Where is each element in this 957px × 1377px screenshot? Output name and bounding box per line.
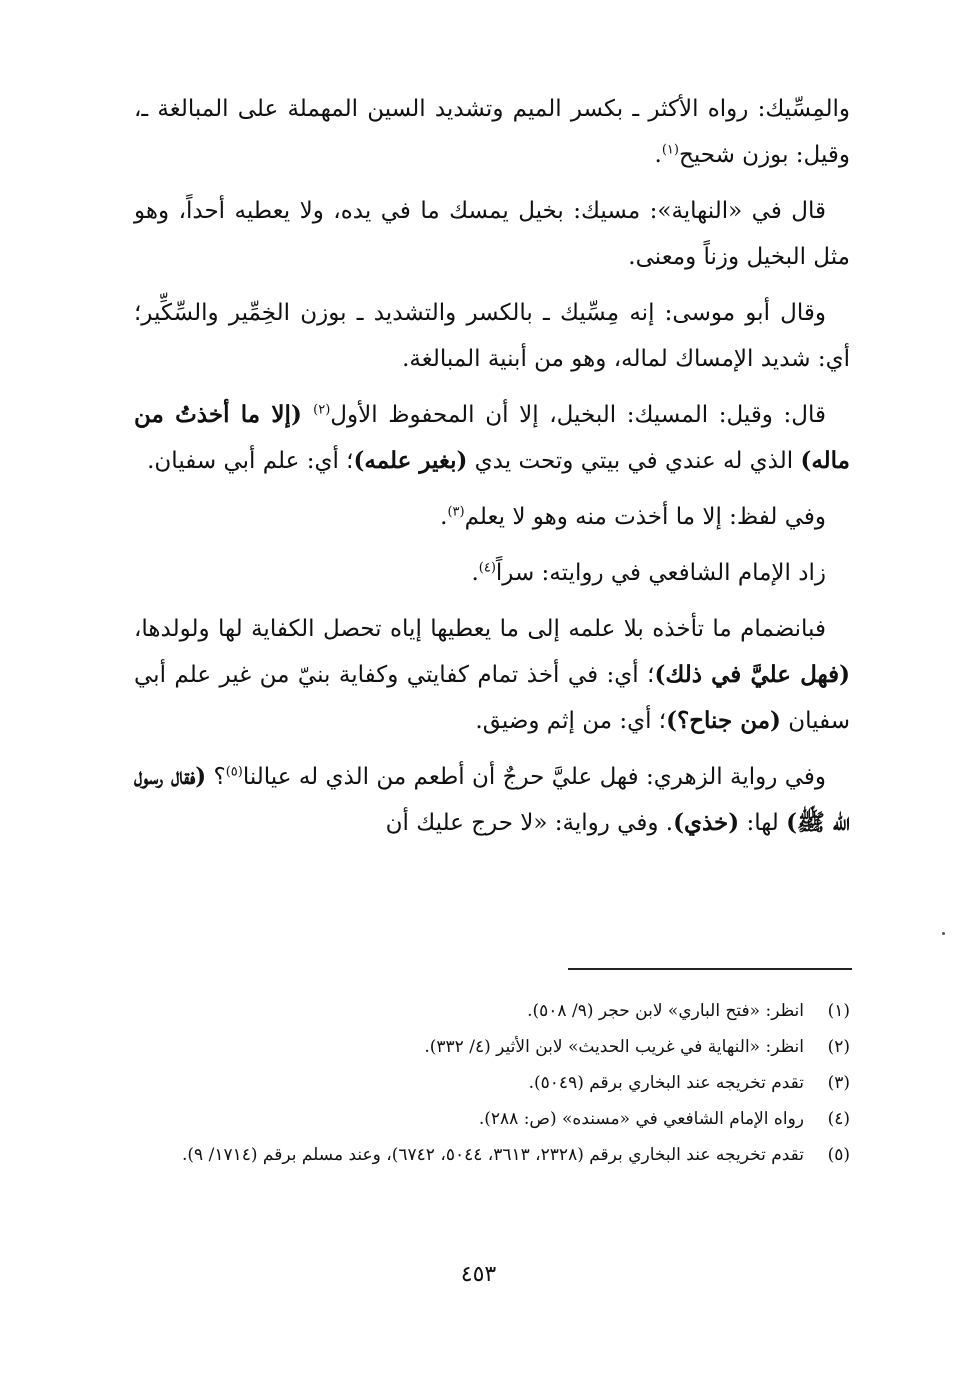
hadith-quote-bold-6: (خذي) <box>673 809 740 836</box>
footnote-4 <box>134 1102 850 1136</box>
paragraph-2 <box>134 188 850 280</box>
paragraph-3 <box>134 290 850 382</box>
footnote-number: (٣) <box>827 1073 850 1093</box>
paragraph-2-text: قال في «النهاية»: مسيك: بخيل يمسك ما في يده، ولا يعطيه أحداً، وهو مثل البخيل وزناً ومعنى. <box>134 198 850 270</box>
paragraph-1-tail: . <box>654 142 662 168</box>
paragraph-4-text-3: ؛ أي: علم أبي سفيان. <box>147 448 354 474</box>
paragraph-8-punct: ؟ <box>206 764 226 790</box>
footnote-text: انظر: «فتح الباري» لابن حجر (٩/ ٥٠٨). <box>527 1001 804 1021</box>
footnote-1 <box>134 994 850 1028</box>
paragraph-8-text-2: لها: <box>739 810 787 836</box>
hadith-quote-bold: (إلا ما أخذتُ من ماله) <box>134 401 850 474</box>
paragraph-1 <box>134 86 850 178</box>
footnote-2 <box>134 1030 850 1064</box>
paragraph-5-tail: . <box>440 504 448 530</box>
paragraph-4-text: قال: وقيل: المسيك: البخيل، إلا أن المحفوظ الأول <box>330 402 826 428</box>
footnote-number: (١) <box>827 1001 850 1021</box>
footnote-separator <box>568 968 852 970</box>
footnote-number: (٤) <box>827 1109 850 1129</box>
paragraph-8-text-3: . وفي رواية: «لا حرج عليك أن <box>385 810 674 836</box>
hadith-quote-bold-5: (فقال رسول الله ﷺ) <box>134 763 850 836</box>
page-number: ٤٥٣ <box>460 1262 497 1287</box>
paragraph-1-text: والمِسِّيك: رواه الأكثر ـ بكسر الميم وتشديد السين المهملة على المبالغة ـ، وقيل: بوزن شحيح <box>134 96 850 168</box>
paragraph-3-text: وقال أبو موسى: إنه مِسِّيك ـ بالكسر والتشديد ـ بوزن الخِمِّير والسِّكِّير؛ أي: شديد الإمساك لماله، وهو من أبنية المبالغة. <box>134 300 850 372</box>
footnote-text: تقدم تخريجه عند البخاري برقم (٥٠٤٩). <box>528 1073 804 1093</box>
footnote-ref-3[interactable]: (٣) <box>447 504 465 520</box>
footnote-ref-5[interactable]: (٥) <box>225 764 243 780</box>
footnote-3 <box>134 1066 850 1100</box>
paragraph-8-text: وفي رواية الزهري: فهل عليَّ حرجٌ أن أطعم من الذي له عيالنا <box>242 764 826 790</box>
paragraph-7 <box>134 606 850 744</box>
hadith-quote-bold-4: (من جناح؟) <box>666 707 781 734</box>
footnote-text: انظر: «النهاية في غريب الحديث» لابن الأثير (٤/ ٣٣٢). <box>424 1037 804 1057</box>
paragraph-6 <box>134 550 850 596</box>
paragraph-8 <box>134 754 850 846</box>
hadith-quote-bold-2: (بغير علمه) <box>353 447 468 474</box>
margin-mark <box>942 932 945 935</box>
footnote-5 <box>134 1138 850 1172</box>
paragraph-5-text: وفي لفظ: إلا ما أخذت منه وهو لا يعلم <box>464 504 826 530</box>
footnotes <box>134 994 850 1174</box>
paragraph-7-text: فبانضمام ما تأخذه بلا علمه إلى ما يعطيها إياه تحصل الكفاية لها ولولدها، <box>134 616 826 642</box>
footnote-ref-1[interactable]: (١) <box>661 142 679 158</box>
footnote-number: (٥) <box>827 1145 850 1165</box>
paragraph-5 <box>134 494 850 540</box>
paragraph-4 <box>134 392 850 484</box>
paragraph-4-text-2: الذي له عندي في بيتي وتحت يدي <box>467 448 801 474</box>
footnote-text: رواه الإمام الشافعي في «مسنده» (ص: ٢٨٨). <box>478 1109 804 1129</box>
footnote-text: تقدم تخريجه عند البخاري برقم (٢٣٢٨، ٣٦١٣، ٥٠٤٤، ٦٧٤٢)، وعند مسلم برقم (١٧١٤/ ٩). <box>182 1145 804 1165</box>
paragraph-6-text: زاد الإمام الشافعي في روايته: سراً <box>495 560 826 586</box>
footnote-number: (٢) <box>827 1037 850 1057</box>
footnote-ref-4[interactable]: (٤) <box>478 560 496 576</box>
paragraph-6-tail: . <box>471 560 479 586</box>
footnote-ref-2[interactable]: (٢) <box>313 402 331 418</box>
paragraph-7-text-3: ؛ أي: من إثم وضيق. <box>475 708 667 734</box>
hadith-quote-bold-3: (فهل عليَّ في ذلك) <box>654 661 851 688</box>
main-text <box>134 86 850 856</box>
paragraph-7-text-2: ؛ أي: في أخذ تمام كفايتي وكفاية بنيّ من غير علم أبي سفيان <box>134 662 850 734</box>
